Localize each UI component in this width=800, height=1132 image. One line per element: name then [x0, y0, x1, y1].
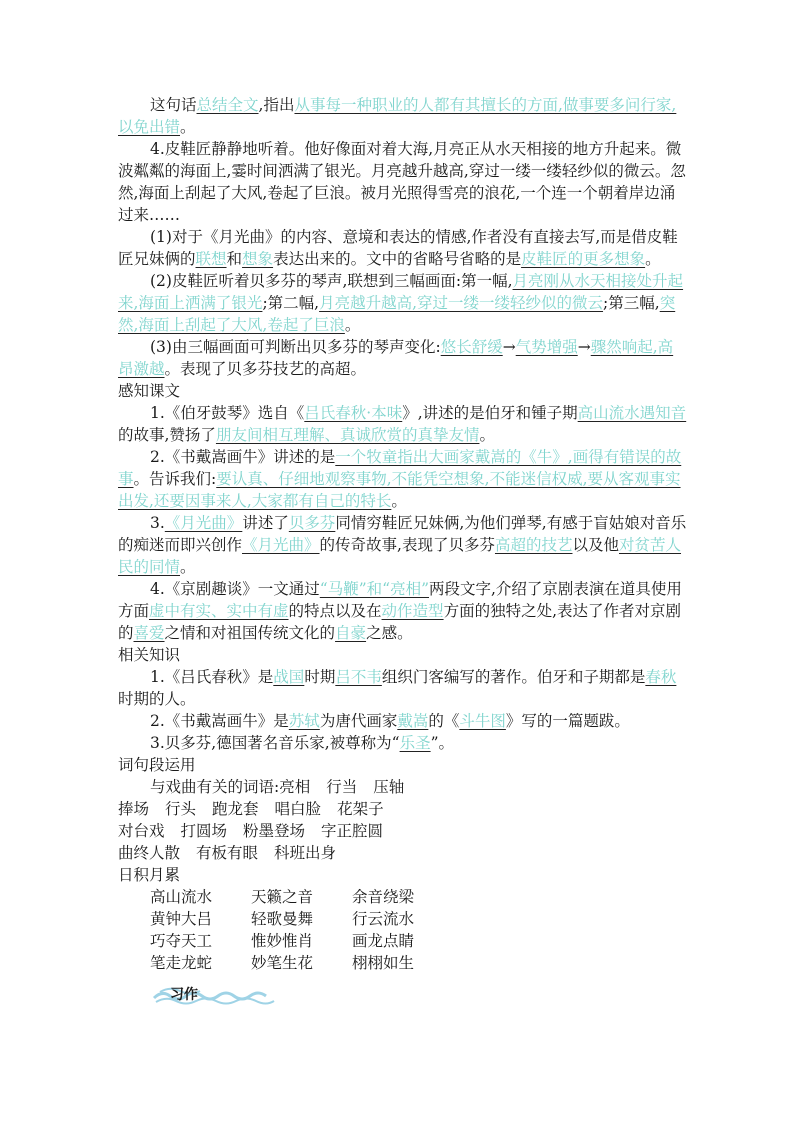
section-heading-accumulate: 日积月累 [118, 866, 181, 884]
idiom-row [118, 886, 688, 908]
idiom-row [118, 908, 688, 930]
word: 字正腔圆 [321, 822, 384, 840]
text: 和 [226, 250, 243, 268]
answer-text: 吕不韦 [335, 668, 382, 686]
answer-text: 想象 [242, 250, 274, 268]
word: 行当 [326, 778, 358, 796]
idiom-row [118, 930, 688, 952]
text: 与戏曲有关的词语: [150, 778, 280, 796]
word: 唱白脸 [274, 800, 322, 818]
word: 曲终人散 [118, 844, 181, 862]
word: 科班出身 [274, 844, 337, 862]
text: 4.《京剧趣谈》一文通过 [150, 580, 320, 598]
text: 1.《吕氏春秋》是 [150, 668, 274, 686]
answer-text: 突然,海面上刮起了大风,卷起了巨浪 [118, 294, 676, 334]
word: 跑龙套 [212, 800, 259, 818]
answer-text: 气势增强 [515, 338, 578, 356]
text: 。 [391, 492, 407, 510]
answer-text: 总结全文 [196, 96, 259, 114]
text: ;第三幅, [603, 294, 660, 312]
arrow: → [577, 338, 591, 356]
opera-words-line-2 [118, 798, 688, 820]
text: 两段文字,介绍了京剧表演在道具使用方面 [118, 580, 682, 620]
r3-item [118, 732, 688, 754]
word: 对台戏 [118, 822, 165, 840]
text: 的传奇故事,表现了贝多芬 [319, 536, 495, 554]
idiom: 画龙点睛 [352, 932, 415, 950]
text: 2.《书戴嵩画牛》是 [150, 712, 289, 730]
section-heading-knowledge: 相关知识 [118, 646, 181, 664]
idiom: 笔走龙蛇 [150, 954, 213, 972]
text: 》写的一篇题跋。 [505, 712, 630, 730]
idiom-row [118, 952, 688, 974]
text: ,指出 [258, 96, 295, 114]
q4-passage: 4.皮鞋匠静静地听着。他好像面对着大海,月亮正从水天相接的地方升起来。微波粼粼的海面上,霎时间洒满了银光。月亮越升越高,穿过一缕一缕轻纱似的微云。忽然,海面上刮起了大风,卷起了巨浪。被月光照得雪亮的浪花,一个连一个朝着岸边涌过来…… [118, 140, 686, 224]
text: 1.《伯牙鼓琴》选自《 [150, 404, 305, 422]
idiom: 黄钟大吕 [150, 910, 213, 928]
text: 为唐代画家 [319, 712, 398, 730]
text: 》,讲述的是伯牙和锺子期 [402, 404, 578, 422]
opera-words-line-4 [118, 842, 688, 864]
r2-item [118, 710, 688, 732]
text: ;第二幅, [262, 294, 320, 312]
word: 打圆场 [180, 822, 228, 840]
answer-text: “马鞭”和“亮相” [319, 580, 429, 598]
section-heading-usage: 词句段运用 [118, 756, 196, 774]
answer-text: 高超的技艺 [494, 536, 573, 554]
opera-words-line-1 [118, 776, 688, 798]
idiom: 轻歌曼舞 [251, 910, 314, 928]
text: 组织门客编写的著作。伯牙和子期都是 [381, 668, 646, 686]
answer-text: 皮鞋匠的更多想象 [521, 250, 646, 268]
answer-text: 悠长舒缓 [440, 338, 503, 356]
text: 。 [344, 316, 361, 334]
text: 3. [150, 514, 165, 532]
text: 。 [479, 426, 495, 444]
answer-text: 一个牧童指出大画家戴嵩的《牛》,画得有错误的故事 [118, 448, 682, 488]
idiom: 巧夺天工 [150, 932, 213, 950]
q3-answer-paragraph [118, 94, 688, 138]
answer-text: 骤然响起,高昂激越 [118, 338, 674, 378]
text: 的特点以及在 [288, 602, 382, 620]
opera-words-line-3 [118, 820, 688, 842]
word: 行头 [165, 800, 197, 818]
word: 亮相 [279, 778, 311, 796]
answer-text: 自豪 [335, 624, 367, 642]
answer-text: 要认真、仔细地观察事物,不能凭空想象,不能迷信权威,要从客观事实出发,还要因事来人,大家都有自己的特长 [118, 470, 681, 510]
word: 花架子 [337, 800, 384, 818]
document-body [118, 94, 688, 974]
arrow: → [502, 338, 516, 356]
answer-text: 贝多芬 [288, 514, 336, 532]
text: 。告诉我们: [133, 470, 217, 488]
idiom: 高山流水 [150, 888, 213, 906]
k4-item [118, 578, 688, 644]
answer-text: 斗牛图 [459, 712, 506, 730]
answer-text: 《月光曲》 [164, 514, 243, 532]
answer-text: 《月光曲》 [242, 536, 320, 554]
answer-text: 战国 [273, 668, 305, 686]
text: 的故事,赞扬了 [118, 426, 216, 444]
text: 之情和对祖国传统文化的 [164, 624, 336, 642]
idiom: 惟妙惟肖 [251, 932, 314, 950]
answer-text: 乐圣 [399, 734, 431, 752]
word: 捧场 [118, 800, 150, 818]
q4-2-question [118, 270, 688, 336]
answer-text: 高山流水遇知音 [577, 404, 687, 422]
answer-text: 戴嵩 [397, 712, 429, 730]
idiom: 天籁之音 [251, 888, 314, 906]
text: 表达出来的。文中的省略号省略的是 [273, 250, 522, 268]
text: 的《 [428, 712, 460, 730]
text: 3.贝多芬,德国著名音乐家,被尊称为“ [150, 734, 400, 752]
answer-text: 春秋 [645, 668, 677, 686]
word: 粉墨登场 [243, 822, 306, 840]
q4-3-question [118, 336, 688, 380]
idiom: 妙笔生花 [251, 954, 314, 972]
text: 方面的独特之处,表达了作者对京剧的 [118, 602, 681, 642]
text: 。 [180, 558, 196, 576]
k3-item [118, 512, 688, 578]
text: 。表现了贝多芬技艺的高超。 [164, 360, 367, 378]
answer-text: 苏轼 [288, 712, 320, 730]
text: 时期 [304, 668, 336, 686]
answer-text: 虚中有实、实中有虚 [149, 602, 289, 620]
text: 2.《书戴嵩画牛》讲述的是 [150, 448, 336, 466]
word: 有板有眼 [196, 844, 259, 862]
answer-text: 动作造型 [381, 602, 444, 620]
text: 同情穷鞋匠兄妹俩,为他们弹琴,有感于盲姑娘对音乐的痴迷而即兴创作 [118, 514, 687, 554]
r1-item [118, 666, 688, 710]
text: 。 [645, 250, 661, 268]
k2-item [118, 446, 688, 512]
answer-text: 吕氏春秋·本味 [304, 404, 403, 422]
text: (1)对于《月光曲》的内容、意境和表达的情感,作者没有直接去写,而是借皮鞋匠兄妹俩的 [118, 228, 678, 268]
banner-title: 习作 [170, 987, 198, 1003]
text: 讲述了 [242, 514, 289, 532]
text: 之感。 [366, 624, 413, 642]
idiom: 余音绕梁 [352, 888, 415, 906]
section-banner-writing [150, 982, 280, 1006]
answer-text: 朋友间相互理解、真诚欣赏的真挚友情 [215, 426, 480, 444]
section-heading-perceive: 感知课文 [118, 382, 181, 400]
answer-text: 对贫苦人民的同情 [118, 536, 682, 576]
answer-text: 月亮刚从水天相接处升起来,海面上洒满了银光 [118, 272, 684, 312]
text: 。 [180, 118, 196, 136]
text: (3)由三幅画面可判断出贝多芬的琴声变化: [150, 338, 441, 356]
answer-text: 联想 [195, 250, 227, 268]
word: 压轴 [373, 778, 405, 796]
k1-item [118, 402, 688, 446]
text: (2)皮鞋匠听着贝多芬的琴声,联想到三幅画面:第一幅, [150, 272, 513, 290]
answer-text: 从事每一种职业的人都有其擅长的方面,做事要多问行家,以免出错 [118, 96, 677, 136]
text: ”。 [430, 734, 455, 752]
text: 这句话 [150, 96, 197, 114]
text: 以及他 [572, 536, 619, 554]
idiom: 栩栩如生 [352, 954, 415, 972]
answer-text: 喜爱 [133, 624, 165, 642]
q4-1-question [118, 226, 688, 270]
text: 时期的人。 [118, 690, 196, 708]
answer-text: 月亮越升越高,穿过一缕一缕轻纱似的微云 [319, 294, 604, 312]
idiom: 行云流水 [352, 910, 415, 928]
